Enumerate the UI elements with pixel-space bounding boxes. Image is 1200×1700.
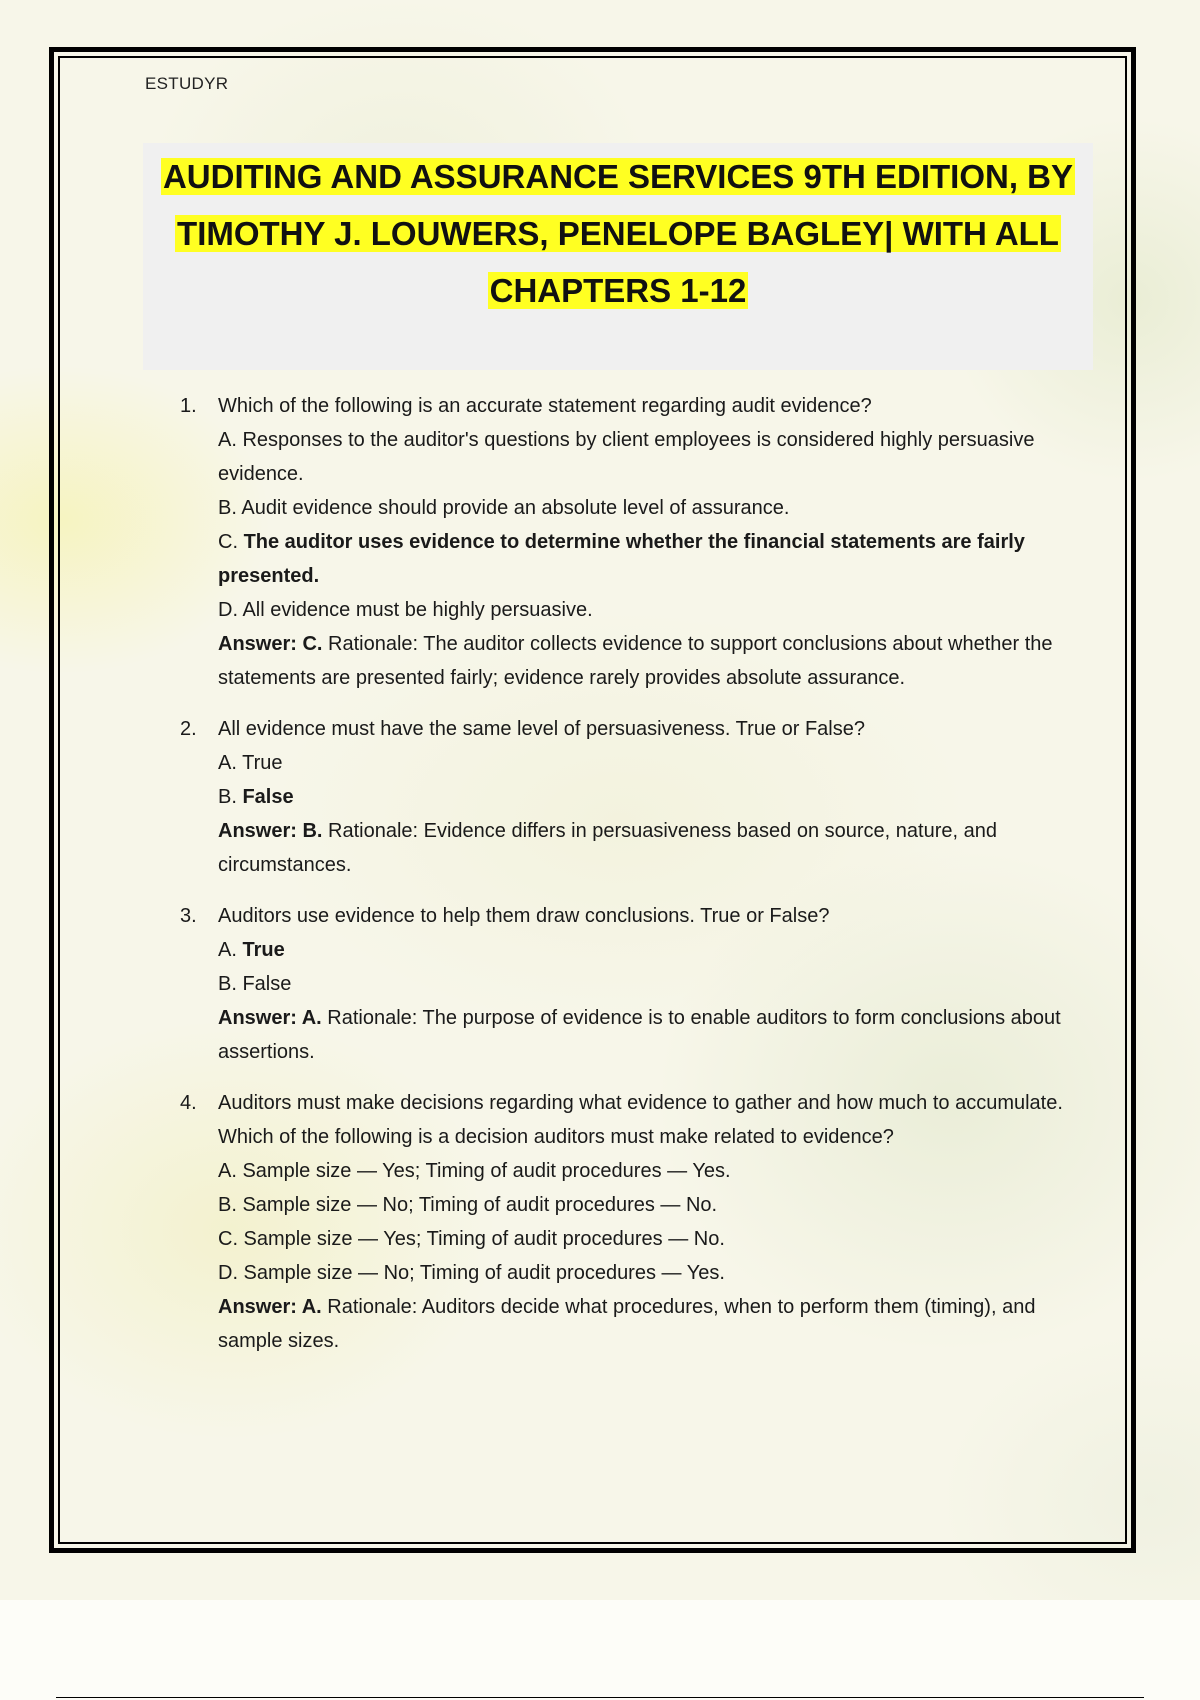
question-number: 4.: [180, 1092, 197, 1114]
answer: [218, 627, 1100, 695]
option-b: B. Audit evidence should provide an absolute level of assurance.: [218, 497, 790, 519]
option-letter: A.: [218, 939, 237, 961]
option-a: A. Sample size — Yes; Timing of audit procedures — Yes.: [218, 1160, 731, 1182]
question-1: [180, 389, 1100, 695]
option-d: D. All evidence must be highly persuasive.: [218, 599, 593, 621]
footer-rule: [56, 1697, 1144, 1698]
answer-label: Answer: A.: [218, 1296, 322, 1318]
page-bottom-area: [0, 1600, 1200, 1700]
question-4: [180, 1086, 1100, 1358]
option-letter: C.: [218, 531, 238, 553]
question-number: 2.: [180, 718, 197, 740]
rationale: Rationale: Evidence differs in persuasiveness based on source, nature, and circumstances.: [218, 820, 997, 876]
option-a: A. Responses to the auditor's questions by client employees is considered highly persuasive evidence.: [218, 429, 1035, 485]
answer-label: Answer: C.: [218, 633, 323, 655]
question-text: Auditors use evidence to help them draw conclusions. True or False?: [218, 905, 830, 927]
rationale: Rationale: The purpose of evidence is to enable auditors to form conclusions about assertions.: [218, 1007, 1061, 1063]
option-text: False: [242, 786, 294, 808]
question-list: [180, 389, 1100, 1375]
option-text: The auditor uses evidence to determine whether the financial statements are fairly presented.: [218, 531, 1025, 587]
question-number: 3.: [180, 905, 197, 927]
document-title: AUDITING AND ASSURANCE SERVICES 9TH EDITION, BY TIMOTHY J. LOUWERS, PENELOPE BAGLEY| WITH ALL CHAPTERS 1-12: [162, 158, 1074, 309]
option-c-correct: [218, 525, 1100, 593]
answer-label: Answer: B.: [218, 820, 323, 842]
answer-label: Answer: A.: [218, 1007, 322, 1029]
answer: [218, 1001, 1100, 1069]
option-a-correct: [218, 933, 1100, 967]
answer: [218, 1290, 1100, 1358]
question-number: 1.: [180, 395, 197, 417]
option-b-correct: [218, 780, 1100, 814]
option-a: A. True: [218, 752, 283, 774]
option-c: C. Sample size — Yes; Timing of audit procedures — No.: [218, 1228, 725, 1250]
option-b: B. Sample size — No; Timing of audit procedures — No.: [218, 1194, 718, 1216]
answer: [218, 814, 1100, 882]
question-text: Auditors must make decisions regarding what evidence to gather and how much to accumulate. Which of the following is a decision auditors must make related to evidence?: [218, 1092, 1063, 1148]
rationale: Rationale: Auditors decide what procedures, when to perform them (timing), and sample sizes.: [218, 1296, 1036, 1352]
brand-label: ESTUDYR: [145, 74, 229, 93]
rationale: Rationale: The auditor collects evidence to support conclusions about whether the statements are presented fairly; evidence rarely provides absolute assurance.: [218, 633, 1053, 689]
option-d: D. Sample size — No; Timing of audit procedures — Yes.: [218, 1262, 725, 1284]
title-banner: [143, 143, 1093, 370]
question-2: [180, 712, 1100, 882]
option-b: B. False: [218, 973, 292, 995]
question-3: [180, 899, 1100, 1069]
question-text: All evidence must have the same level of persuasiveness. True or False?: [218, 718, 865, 740]
question-text: Which of the following is an accurate statement regarding audit evidence?: [218, 395, 872, 417]
option-letter: B.: [218, 786, 237, 808]
option-text: True: [242, 939, 285, 961]
